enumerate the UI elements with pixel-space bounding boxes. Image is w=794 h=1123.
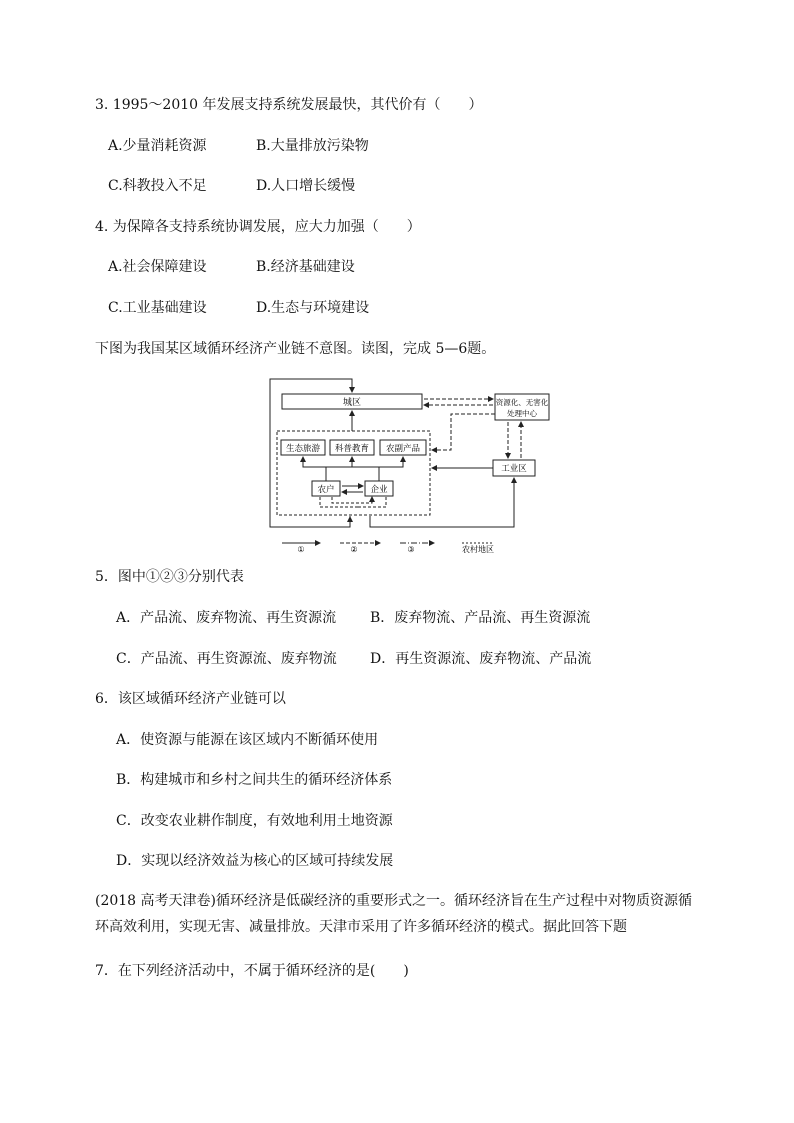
resource-center-label-2: 处理中心 xyxy=(507,409,537,418)
q5-option-d: D．再生资源流、废弃物流、产品流 xyxy=(370,651,592,667)
q6-option-b: B．构建城市和乡村之间共生的循环经济体系 xyxy=(116,772,393,788)
legend-2: ② xyxy=(350,545,358,554)
q5-option-b: B．废弃物流、产品流、再生资源流 xyxy=(370,610,591,626)
q5-option-c: C．产品流、再生资源流、废弃物流 xyxy=(116,651,337,667)
q3-stem: 3. 1995～2010 年发展支持系统发展最快，其代价有（ ） xyxy=(95,97,483,113)
q4-option-c: C.工业基础建设 xyxy=(108,300,207,316)
legend-rural: 农村地区 xyxy=(462,545,494,554)
industrial-zone-label: 工业区 xyxy=(501,464,527,474)
farmer-label: 农户 xyxy=(317,485,335,495)
passage-7: (2018 高考天津卷)循环经济是低碳经济的重要形式之一。循环经济旨在生产过程中对物质资源循环高效利用，实现无害、减量排放。天津市采用了许多循环经济的模式。据此回答下题 xyxy=(95,893,693,935)
q3-option-d: D.人口增长缓慢 xyxy=(256,178,356,194)
city-label: 城区 xyxy=(342,398,362,408)
science-edu-label: 科普教育 xyxy=(334,444,370,454)
circular-economy-diagram xyxy=(268,376,554,554)
q5-option-a: A．产品流、废弃物流、再生资源流 xyxy=(116,610,337,626)
q6-option-d: D．实现以经济效益为核心的区域可持续发展 xyxy=(116,853,394,869)
eco-tourism-label: 生态旅游 xyxy=(285,444,321,454)
q4-option-d: D.生态与环境建设 xyxy=(256,300,370,316)
q4-option-b: B.经济基础建设 xyxy=(256,259,355,275)
agri-products-label: 农副产品 xyxy=(385,444,421,454)
intro-5-6: 下图为我国某区域循环经济产业链不意图。读图，完成 5—6题。 xyxy=(95,341,496,357)
q6-option-a: A．使资源与能源在该区域内不断循环使用 xyxy=(116,732,379,748)
q3-option-b: B.大量排放污染物 xyxy=(256,138,369,154)
q7-stem: 7．在下列经济活动中，不属于循环经济的是( ) xyxy=(95,963,409,979)
q3-option-a: A.少量消耗资源 xyxy=(108,138,207,154)
legend-3: ③ xyxy=(407,545,415,554)
enterprise-label: 企业 xyxy=(370,485,388,495)
q4-stem: 4. 为保障各支持系统协调发展，应大力加强（ ） xyxy=(95,219,421,235)
q6-stem: 6．该区域循环经济产业链可以 xyxy=(95,691,286,707)
resource-center-label-1: 资源化、无害化 xyxy=(495,398,549,407)
q4-option-a: A.社会保障建设 xyxy=(108,259,207,275)
legend-1: ① xyxy=(297,545,305,554)
q5-stem: 5．图中①②③分别代表 xyxy=(95,569,244,585)
q3-option-c: C.科教投入不足 xyxy=(108,178,207,194)
q6-option-c: C．改变农业耕作制度，有效地利用土地资源 xyxy=(116,813,393,829)
